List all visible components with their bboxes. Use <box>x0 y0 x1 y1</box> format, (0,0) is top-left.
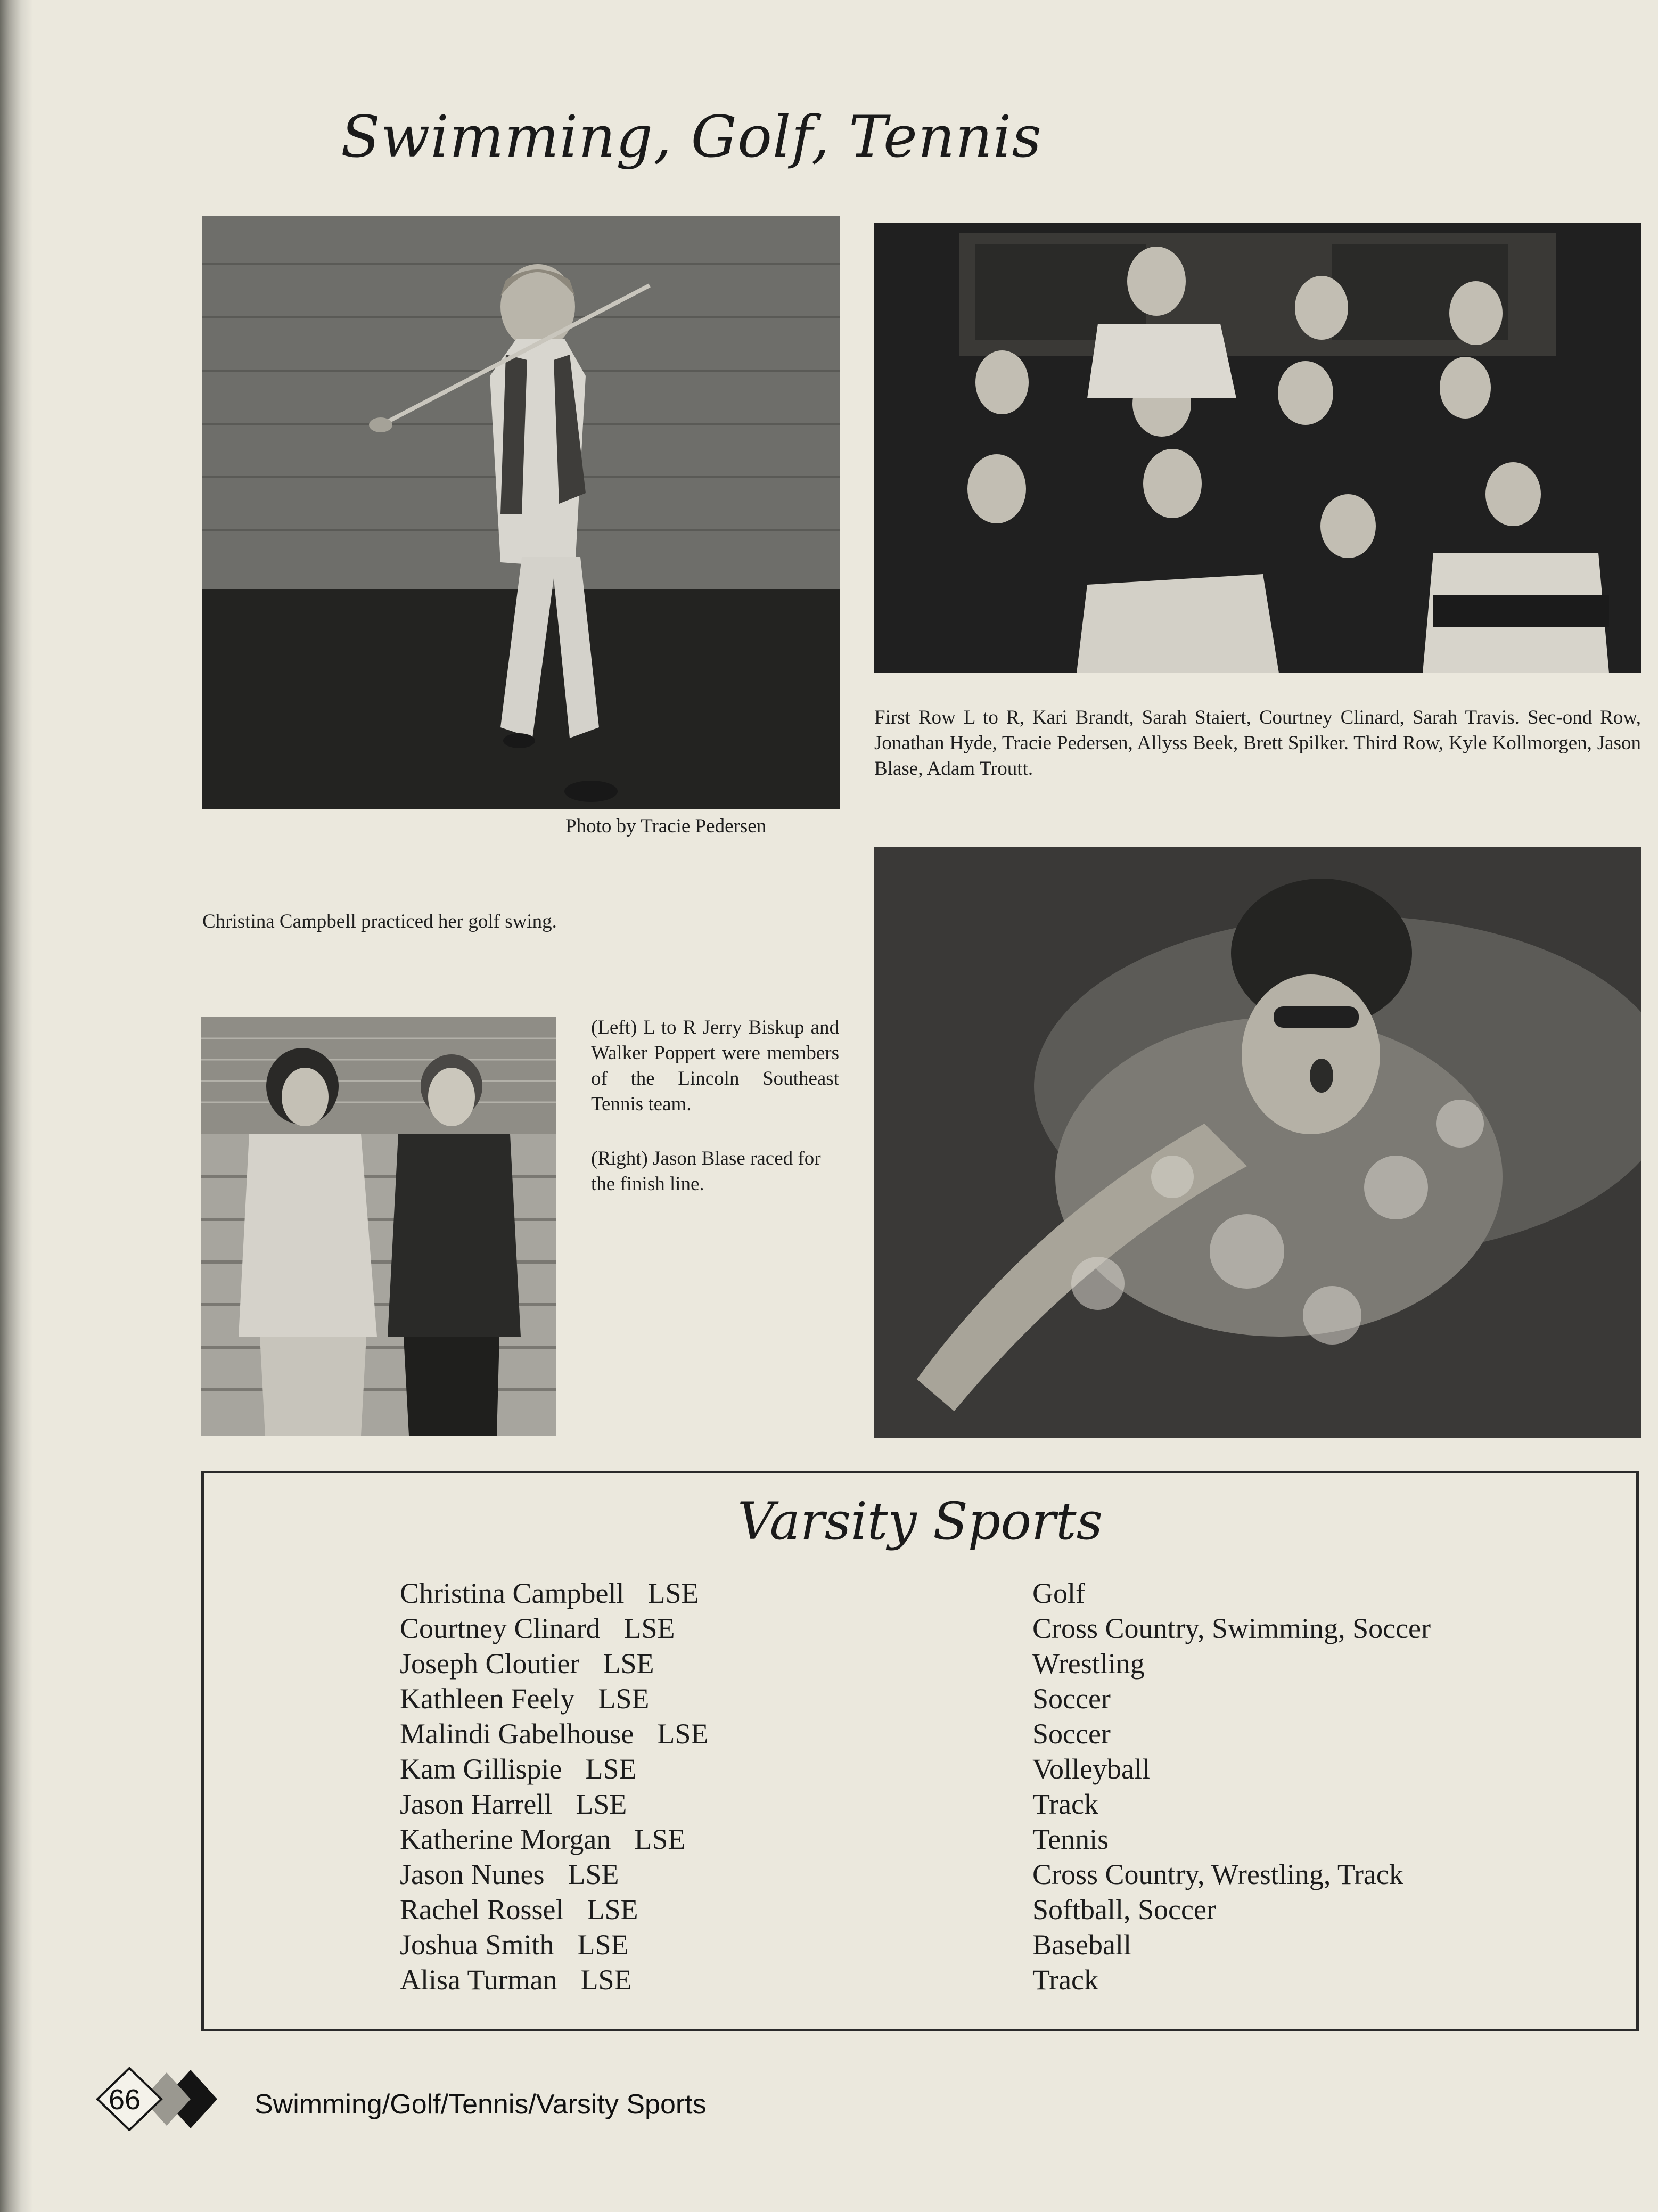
swimmer-photo <box>874 847 1641 1438</box>
athlete-row <box>400 1892 708 1927</box>
golfer-photo-caption: Christina Campbell practiced her golf swing. <box>202 911 557 932</box>
athlete-name: Joshua Smith <box>400 1929 554 1961</box>
section-label: Swimming/Golf/Tennis/Varsity Sports <box>255 2089 707 2120</box>
athlete-sports: Baseball <box>1032 1929 1131 1961</box>
athlete-school: LSE <box>580 1964 632 1996</box>
athlete-sports: Softball, Soccer <box>1032 1894 1216 1926</box>
athlete-name: Kathleen Feely <box>400 1683 575 1715</box>
athlete-roster <box>400 1576 708 1997</box>
athlete-sports: Soccer <box>1032 1683 1111 1715</box>
athlete-sports: Cross Country, Swimming, Soccer <box>1032 1612 1431 1644</box>
athlete-school: LSE <box>657 1718 709 1750</box>
varsity-sports-title: Varsity Sports <box>737 1492 1103 1551</box>
athlete-name: Jason Harrell <box>400 1788 553 1820</box>
athlete-sports: Golf <box>1032 1577 1085 1609</box>
page-number: 66 <box>108 2084 141 2116</box>
athlete-row <box>400 1962 708 1997</box>
athlete-row <box>400 1787 708 1822</box>
tennis-team-photo <box>874 223 1641 673</box>
athlete-row <box>400 1646 708 1681</box>
athlete-name: Alisa Turman <box>400 1964 557 1996</box>
athlete-row <box>400 1751 708 1787</box>
athlete-school: LSE <box>577 1929 629 1961</box>
athlete-name: Christina Campbell <box>400 1577 625 1609</box>
athlete-row <box>400 1681 708 1716</box>
athlete-school: LSE <box>603 1648 654 1680</box>
athlete-name: Kam Gillispie <box>400 1753 562 1785</box>
athlete-school: LSE <box>598 1683 650 1715</box>
athlete-name: Katherine Morgan <box>400 1823 611 1855</box>
athlete-row <box>400 1857 708 1892</box>
athlete-school: LSE <box>623 1612 675 1644</box>
athlete-row <box>400 1822 708 1857</box>
golfer-photo <box>202 216 840 809</box>
athlete-sports: Tennis <box>1032 1823 1109 1855</box>
athlete-school: LSE <box>587 1894 638 1926</box>
athlete-row <box>400 1576 708 1611</box>
sports-roster <box>1032 1576 1431 1997</box>
golfer-photo-credit: Photo by Tracie Pedersen <box>565 815 767 837</box>
tennis-duo-photo <box>201 1017 556 1436</box>
athlete-school: LSE <box>585 1753 637 1785</box>
page-title: Swimming, Golf, Tennis <box>341 104 1042 170</box>
athlete-row <box>400 1716 708 1751</box>
tennis-duo-caption-left: (Left) L to R Jerry Biskup and Walker Poppert were members of the Lincoln Southeast Tennis team. <box>591 1017 839 1115</box>
athlete-row <box>400 1611 708 1646</box>
athlete-name: Rachel Rossel <box>400 1894 564 1926</box>
athlete-school: LSE <box>647 1577 699 1609</box>
athlete-sports: Soccer <box>1032 1718 1111 1750</box>
athlete-name: Jason Nunes <box>400 1858 545 1890</box>
athlete-sports: Volleyball <box>1032 1753 1150 1785</box>
page-binding-shadow <box>0 0 33 2212</box>
athlete-school: LSE <box>634 1823 686 1855</box>
athlete-name: Courtney Clinard <box>400 1612 601 1644</box>
athlete-sports: Cross Country, Wrestling, Track <box>1032 1858 1403 1890</box>
swimmer-caption-right: (Right) Jason Blase raced for the finish line. <box>591 1148 821 1195</box>
tennis-team-photo-caption: First Row L to R, Kari Brandt, Sarah Staiert, Courtney Clinard, Sarah Travis. Sec-ond Row, Jonathan Hyde, Tracie Pedersen, Allyss Beek, Brett Spilker. Third Row, Kyle Kollmorgen, Jason Blase, Adam Troutt. <box>874 707 1641 780</box>
athlete-row <box>400 1927 708 1962</box>
athlete-sports: Track <box>1032 1964 1099 1996</box>
athlete-school: LSE <box>576 1788 627 1820</box>
athlete-name: Joseph Cloutier <box>400 1648 580 1680</box>
varsity-sports-box <box>201 1471 1639 2031</box>
athlete-sports: Wrestling <box>1032 1648 1145 1680</box>
athlete-sports: Track <box>1032 1788 1099 1820</box>
athlete-school: LSE <box>568 1858 619 1890</box>
athlete-name: Malindi Gabelhouse <box>400 1718 634 1750</box>
